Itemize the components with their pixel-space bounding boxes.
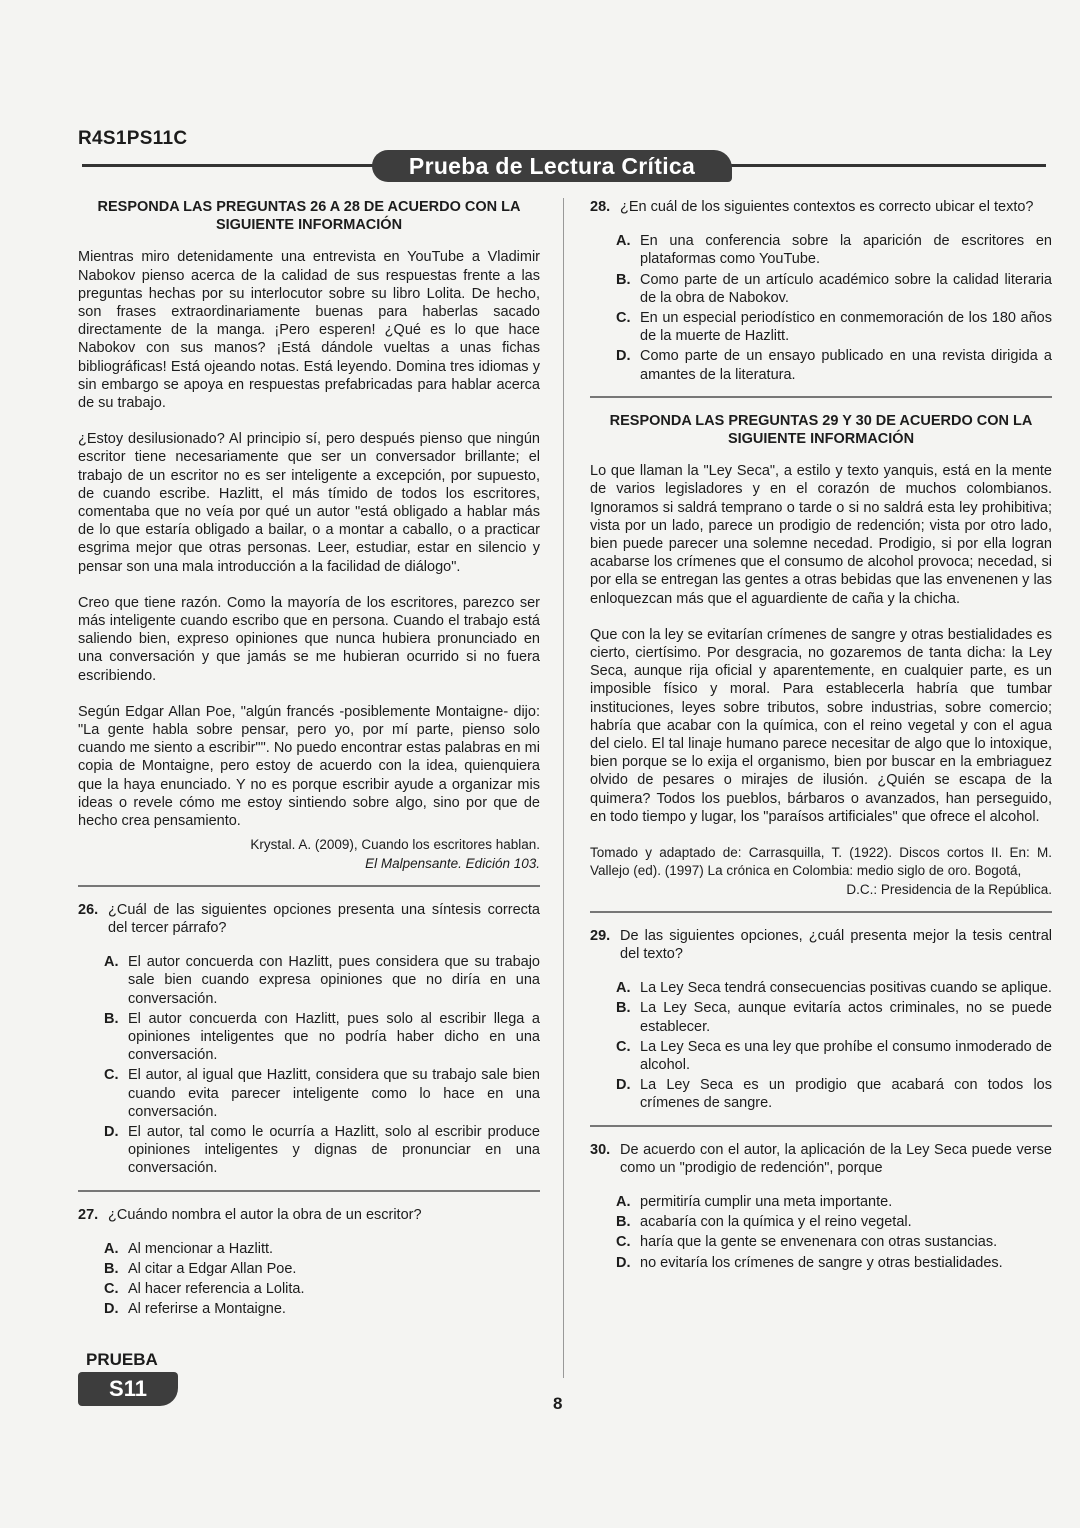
passage-paragraph: Mientras miro detenidamente una entrevista en YouTube a Vladimir Nabokov pienso acerca de la calidad de sus respuestas frente a las preguntas hechas por su interlocutor sobre su libro Lolita. De hecho, son frases extraordinariamente buenas para haberlas sacado directamente de la manga. ¡Pero esperen! ¿Qué es lo que hace Nabokov con sus manos? ¡Está dándole vueltas a unas fichas bibliográficas! Está ojeando notas. Está leyendo. Domina tres idiomas y sin embargo se apoya en respuestas prefabricadas para hablar acerca de su trabajo. [78, 249, 540, 412]
option-letter: A. [616, 1193, 631, 1210]
option-c[interactable] [616, 309, 1052, 345]
option-letter: D. [104, 1301, 119, 1318]
option-letter: C. [104, 1281, 119, 1298]
option-b[interactable] [104, 1260, 540, 1278]
option-letter: A. [104, 1240, 119, 1257]
section-banner: Prueba de Lectura Crítica [372, 150, 732, 182]
option-d[interactable] [104, 1300, 540, 1318]
option-text: La Ley Seca tendrá consecuencias positivas cuando se aplique. [640, 980, 1052, 997]
option-d[interactable] [104, 1123, 540, 1178]
option-a[interactable] [104, 1240, 540, 1258]
source-citation [590, 844, 1052, 899]
option-text: En una conferencia sobre la aparición de escritores en plataformas como YouTube. [640, 233, 1052, 268]
page-number: 8 [553, 1394, 563, 1413]
separator [590, 396, 1052, 398]
option-letter: C. [616, 310, 631, 327]
option-text: La Ley Seca, aunque evitaría actos criminales, no se puede establecer. [640, 1000, 1052, 1035]
option-letter: B. [616, 1000, 631, 1017]
option-text: Como parte de un artículo académico sobre la calidad literaria de la obra de Nabokov. [640, 271, 1052, 306]
option-text: Al mencionar a Hazlitt. [128, 1240, 274, 1257]
option-letter: B. [104, 1260, 119, 1277]
option-b[interactable] [616, 999, 1052, 1035]
separator [78, 1190, 540, 1192]
option-c[interactable] [104, 1066, 540, 1121]
option-b[interactable] [104, 1010, 540, 1065]
option-b[interactable] [616, 1213, 1052, 1231]
option-d[interactable] [616, 1254, 1052, 1272]
option-a[interactable] [104, 953, 540, 1008]
separator [590, 1125, 1052, 1127]
option-letter: D. [616, 348, 631, 365]
option-letter: B. [616, 271, 631, 288]
question-30 [590, 1141, 1052, 1177]
option-letter: A. [616, 233, 631, 250]
option-letter: C. [616, 1038, 631, 1055]
section-heading-29-30: RESPONDA LAS PREGUNTAS 29 Y 30 DE ACUERDO CON LA SIGUIENTE INFORMACIÓN [609, 412, 1033, 448]
passage-paragraph: Lo que llaman la "Ley Seca", a estilo y texto yanquis, está en la mente de varios legisladores y en el corazón de muchos colombianos. Ignoramos si saldrá temprano o tarde o si no saldrá esta ley prohibitiva; vista por un lado, parece un prodigio de redención; vista por otro lado, bien puede parecer una solemne necedad. Prodigio, si por ella logran acabarse los crímenes que el consumo de alcohol provoca; necedad, si por ella se entregan las gentes a otras bebidas que las envenenen y las enloquezcan más que el aguardiente de caña y la chicha. [590, 463, 1052, 607]
question-number: 30. [590, 1141, 611, 1158]
test-badge: S11 [78, 1372, 178, 1406]
option-letter: D. [616, 1254, 631, 1271]
option-letter: B. [616, 1214, 631, 1231]
option-text: no evitaría los crímenes de sangre y otras bestialidades. [640, 1254, 1003, 1271]
passage-paragraph: Creo que tiene razón. Como la mayoría de los escritores, parezco ser más inteligente cuando escribo que en persona. Cuando el trabajo está saliendo bien, expreso opiniones que nunca hubiera pronunciado en una conversación y que jamás se me hubieran ocurrido si no fuera escribiendo. [78, 594, 540, 684]
header-rule-right [720, 164, 1046, 167]
passage-paragraph: Según Edgar Allan Poe, "algún francés -posiblemente Montaigne- dijo: "La gente habla sobre pensar, pero yo, por mí parte, pienso solo cuando me siento a escribir"". No puedo encontrar estas palabras en mi copia de Montaigne, pero estoy de acuerdo con la idea, quienquiera que la haya enunciado. Y no es porque escribir ayude a organizar mis ideas o revele cómo me estoy sintiendo sobre algo, sino por que de hecho crea pensamiento. [78, 703, 540, 830]
question-number: 28. [590, 199, 611, 215]
question-27 [78, 1206, 540, 1224]
question-text: ¿En cuál de los siguientes contextos es correcto ubicar el texto? [620, 199, 1034, 215]
option-text: Como parte de un ensayo publicado en una revista dirigida a amantes de la literatura. [640, 348, 1052, 383]
header-rule-left [82, 164, 412, 167]
options-27 [104, 1240, 540, 1319]
passage-paragraph: ¿Estoy desilusionado? Al principio sí, pero después pienso que ningún escritor tiene necesariamente que ser un conversador brillante; el trabajo de un escritor no es ser inteligente a excepción, por supuesto, de cuando escribe. Hazlitt, el más tímido de todos los escritores, comentaba que no veía por qué un autor "está obligado a hablar más de lo que estaría obligado a bailar, o a montar a caballo, o a practicar esgrima mejor que otras personas. Leer, estudiar, estar en silencio y pensar son una mala introducción a la facilidad de diálogo". [78, 431, 540, 575]
left-column [78, 198, 540, 1331]
options-30 [616, 1193, 1052, 1272]
option-c[interactable] [616, 1038, 1052, 1074]
exam-code: R4S1PS11C [78, 128, 188, 149]
option-text: haría que la gente se envenenara con otras sustancias. [640, 1234, 998, 1251]
separator [590, 911, 1052, 913]
option-c[interactable] [104, 1280, 540, 1298]
prueba-label: PRUEBA [86, 1350, 158, 1369]
option-d[interactable] [616, 1076, 1052, 1112]
question-text: De las siguientes opciones, ¿cuál presenta mejor la tesis central del texto? [620, 927, 1052, 962]
question-number: 26. [78, 901, 99, 918]
option-text: El autor concuerda con Hazlitt, pues considera que su trabajo sale bien cuando expresa opiniones que no diría en una conversación. [128, 954, 540, 1007]
question-text: De acuerdo con el autor, la aplicación de la Ley Seca puede verse como un "prodigio de redención", porque [620, 1141, 1052, 1176]
options-28 [616, 232, 1052, 384]
option-text: El autor, tal como le ocurría a Hazlitt, solo al escribir produce opiniones inteligentes y dignas de pronunciar en una conversación. [128, 1123, 540, 1177]
question-26 [78, 901, 540, 937]
source-line-2: D.C.: Presidencia de la República. [846, 881, 1052, 897]
question-number: 27. [78, 1206, 99, 1223]
option-letter: A. [616, 980, 631, 997]
citation-source: El Malpensante. Edición 103. [365, 855, 540, 871]
option-text: En un especial periodístico en conmemoración de los 180 años de la muerte de Hazlitt. [640, 310, 1052, 345]
option-text: La Ley Seca es una ley que prohíbe el consumo inmoderado de alcohol. [640, 1038, 1052, 1073]
question-28 [590, 198, 1052, 216]
separator [78, 885, 540, 887]
option-text: Al referirse a Montaigne. [128, 1301, 286, 1318]
option-text: El autor concuerda con Hazlitt, pues solo al escribir llega a opiniones inteligentes que no podría haber dicho en una conversación. [128, 1010, 540, 1064]
option-a[interactable] [616, 979, 1052, 997]
question-number: 29. [590, 927, 611, 944]
options-26 [104, 953, 540, 1177]
option-a[interactable] [616, 232, 1052, 268]
citation-author: Krystal. A. (2009), Cuando los escritores hablan. [250, 837, 540, 853]
option-letter: B. [104, 1010, 119, 1027]
option-d[interactable] [616, 347, 1052, 383]
section-heading-26-28: RESPONDA LAS PREGUNTAS 26 A 28 DE ACUERDO CON LA SIGUIENTE INFORMACIÓN [97, 199, 521, 234]
option-b[interactable] [616, 271, 1052, 307]
option-text: permitiría cumplir una meta importante. [640, 1193, 893, 1210]
column-divider [563, 198, 564, 1378]
option-letter: D. [104, 1123, 119, 1140]
option-letter: A. [104, 954, 119, 971]
option-text: El autor, al igual que Hazlitt, considera que su trabajo sale bien cuando evita parecer inteligente como lo hace en una conversación. [128, 1067, 540, 1120]
option-letter: D. [616, 1077, 631, 1094]
question-29 [590, 927, 1052, 963]
source-line-1: Tomado y adaptado de: Carrasquilla, T. (1922). Discos cortos II. En: M. Vallejo (ed). (1997) La crónica en Colombia: medio siglo de oro. Bogotá, [590, 845, 1052, 879]
question-text: ¿Cuándo nombra el autor la obra de un escritor? [108, 1206, 422, 1223]
option-text: Al citar a Edgar Allan Poe. [128, 1260, 297, 1277]
options-29 [616, 979, 1052, 1112]
option-a[interactable] [616, 1193, 1052, 1211]
option-text: Al hacer referencia a Lolita. [128, 1281, 305, 1298]
option-letter: C. [616, 1234, 631, 1251]
passage-paragraph: Que con la ley se evitarían crímenes de sangre y otras bestialidades es cierto, ciertísimo. Por desgracia, no gozaremos de tanta dicha: la Ley Seca, aunque rija oficial y aparentemente, en cualquier parte, es un imposible físico y moral. Para establecerla habría que tumbar instituciones, leyes sobre tributos, sobre industrias, sobre comercio; habría que acabar con la química, con el reino vegetal y con el agua del cielo. El tal linaje humano parece necesitar de algo que lo intoxique, bien porque se lo exija el organismo, bien por buscar en la embriaguez olvido de pesares o mirajes de ilusión. ¿Quién se escapa de la quimera? Todos los pueblos, bárbaros o avanzados, han perseguido, en todo tiempo y lugar, los "paraísos artificiales" que ofrece el alcohol. [590, 626, 1052, 825]
right-column [590, 198, 1052, 1284]
question-text: ¿Cuál de las siguientes opciones presenta una síntesis correcta del tercer párrafo? [108, 901, 540, 936]
option-letter: C. [104, 1067, 119, 1084]
option-c[interactable] [616, 1233, 1052, 1251]
option-text: La Ley Seca es un prodigio que acabará con todos los crímenes de sangre. [640, 1077, 1052, 1112]
option-text: acabaría con la química y el reino vegetal. [640, 1214, 912, 1231]
